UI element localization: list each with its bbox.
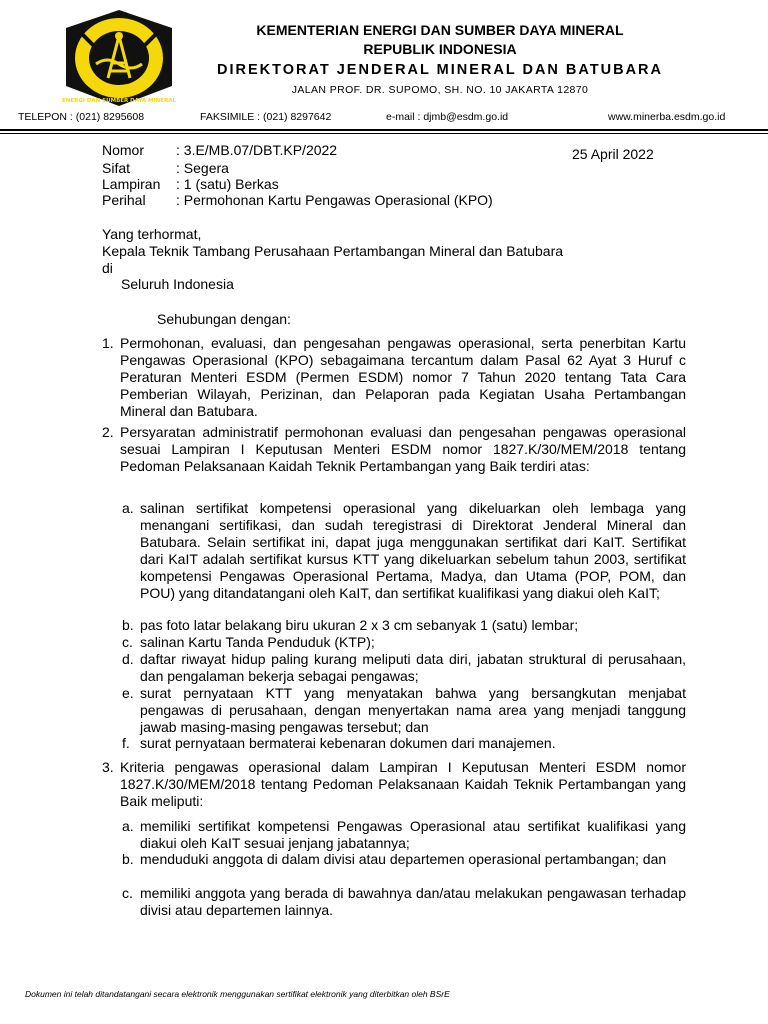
point-2a-letter: a. xyxy=(122,500,134,516)
point-2-number: 2. xyxy=(102,424,114,440)
letter-date: 25 April 2022 xyxy=(572,146,654,162)
republic-title: REPUBLIK INDONESIA xyxy=(363,41,517,57)
point-2c-text: salinan Kartu Tanda Penduduk (KTP); xyxy=(140,634,375,650)
lampiran-label: Lampiran xyxy=(102,176,161,192)
di-label: di xyxy=(102,260,113,276)
intro-text: Sehubungan dengan: xyxy=(157,311,291,327)
perihal-label: Perihal xyxy=(102,192,146,208)
point-2e-text: surat pernyataan KTT yang menyatakan bahwa yang bersangkutan menjabat pengawas di perusahaan, dengan menyertakan nama area yang menjadi tanggung jawab masing-masing pengawas tersebut; dan xyxy=(140,685,686,735)
point-3-number: 3. xyxy=(102,759,114,775)
point-3a-letter: a. xyxy=(122,818,134,834)
header-rule xyxy=(0,129,768,131)
point-3b-text: menduduki anggota di dalam divisi atau departemen operasional pertambangan; dan xyxy=(140,851,667,867)
lampiran-value: : 1 (satu) Berkas xyxy=(176,176,279,192)
point-2d-text: daftar riwayat hidup paling kurang meliputi data diri, jabatan struktural di perusahaan, dan pengalaman bekerja sebagai pengawas; xyxy=(140,651,686,684)
point-3c-letter: c. xyxy=(122,885,133,901)
nomor-value: : 3.E/MB.07/DBT.KP/2022 xyxy=(176,142,338,158)
nomor-label: Nomor xyxy=(102,142,145,158)
point-1-number: 1. xyxy=(102,335,114,351)
point-2d-letter: d. xyxy=(122,651,134,667)
esign-footer: Dokumen ini telah ditandatangani secara elektronik menggunakan sertifikat elektronik yang diterbitkan oleh BSrE xyxy=(25,989,450,999)
greeting: Yang terhormat, xyxy=(102,226,202,242)
header-rule-thin xyxy=(0,133,768,134)
point-2f-text: surat pernyataan bermaterai kebenaran dokumen dari manajemen. xyxy=(140,735,556,751)
point-2b-letter: b. xyxy=(122,617,134,633)
website: www.minerba.esdm.go.id xyxy=(608,111,726,123)
sifat-value: : Segera xyxy=(176,160,229,176)
esdm-logo xyxy=(60,8,178,108)
recipient: Kepala Teknik Tambang Perusahaan Pertambangan Mineral dan Batubara xyxy=(102,243,564,259)
office-address: JALAN PROF. DR. SUPOMO, SH. NO. 10 JAKARTA 12870 xyxy=(291,84,589,96)
point-1-text: Permohonan, evaluasi, dan pengesahan pengawas operasional, serta penerbitan Kartu Pengawas Operasional (KPO) sebagaimana tercantum dalam Pasal 62 Ayat 3 Huruf c Peraturan Menteri ESDM (Permen ESDM) nomor 7 Tahun 2020 tentang Tata Cara Pemberian Wilayah, Perizinan, dan Pelaporan pada Kegiatan Usaha Pertambangan Mineral dan Batubara. xyxy=(120,335,686,419)
point-3-text: Kriteria pengawas operasional dalam Lampiran I Keputusan Menteri ESDM nomor 1827.K/30/MEM/2018 tentang Pedoman Pelaksanaan Kaidah Teknik Pertambangan yang Baik meliputi: xyxy=(120,759,686,809)
point-2c-letter: c. xyxy=(122,634,133,650)
point-2a-text: salinan sertifikat kompetensi operasional yang dikeluarkan oleh lembaga yang menangani sertifikasi, dan sudah teregistrasi di Direktorat Jenderal Mineral dan Batubara. Selain sertifikat ini, dapat juga menggunakan sertifikat dari KaIT. Sertifikat dari KaIT adalah sertifikat kursus KTT yang dikeluarkan sebelum tahun 2003, sertifikat kompetensi Pengawas Operasional Pertama, Madya, dan Utama (POP, POM, dan POU) yang ditandatangani oleh KaIT, dan sertifikat kualifikasi yang diakui oleh KaIT; xyxy=(140,500,686,601)
point-2e-letter: e. xyxy=(122,685,134,701)
point-3c-text: memiliki anggota yang berada di bawahnya dan/atau melakukan pengawasan terhadap divisi atau departemen lainnya. xyxy=(140,885,686,918)
perihal-value: : Permohonan Kartu Pengawas Operasional (KPO) xyxy=(176,192,493,208)
point-2-text: Persyaratan administratif permohonan evaluasi dan pengesahan pengawas operasional sesuai Lampiran I Keputusan Menteri ESDM nomor 1827.K/30/MEM/2018 tentang Pedoman Pelaksanaan Kaidah Teknik Pertambangan yang Baik terdiri atas: xyxy=(120,424,686,474)
point-2b-text: pas foto latar belakang biru ukuran 2 x 3 cm sebanyak 1 (satu) lembar; xyxy=(140,617,579,633)
directorate-title: DIREKTORAT JENDERAL MINERAL DAN BATUBARA xyxy=(217,62,663,78)
sifat-label: Sifat xyxy=(102,160,131,176)
point-3b-letter: b. xyxy=(122,851,134,867)
logo-text: ENERGI DAN SUMBER DAYA MINERAL xyxy=(62,98,176,104)
ministry-title: KEMENTERIAN ENERGI DAN SUMBER DAYA MINERAL xyxy=(256,22,624,38)
point-2f-letter: f. xyxy=(122,735,130,751)
fax: FAKSIMILE : (021) 8297642 xyxy=(200,111,332,123)
email: e-mail : djmb@esdm.go.id xyxy=(386,111,509,123)
recipient-location: Seluruh Indonesia xyxy=(121,276,234,292)
point-3a-text: memiliki sertifikat kompetensi Pengawas Operasional atau sertifikat kualifikasi yang diakui oleh KaIT sesuai jenjang jabatannya; xyxy=(140,818,686,851)
telephone: TELEPON : (021) 8295608 xyxy=(18,111,145,123)
